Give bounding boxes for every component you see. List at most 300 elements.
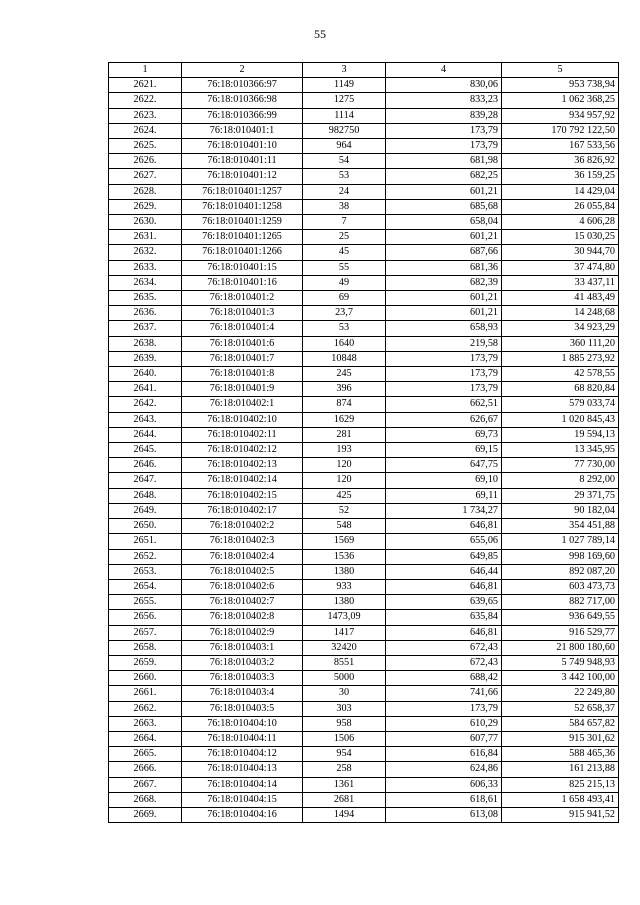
table-row: [109, 306, 619, 321]
rate-cell: 658,04: [386, 215, 502, 230]
table-row: [109, 701, 619, 716]
row-number-cell: 2654.: [109, 579, 182, 594]
table-body: [109, 78, 619, 823]
cadastral-number-cell: 76:18:010401:12: [182, 169, 303, 184]
area-cell: 10848: [303, 351, 386, 366]
area-cell: 1380: [303, 595, 386, 610]
value-cell: 90 182,04: [502, 503, 619, 518]
table-row: [109, 230, 619, 245]
value-cell: 579 033,74: [502, 397, 619, 412]
row-number-cell: 2657.: [109, 625, 182, 640]
table-row: [109, 351, 619, 366]
cadastral-number-cell: 76:18:010402:6: [182, 579, 303, 594]
table-row: [109, 108, 619, 123]
cadastral-number-cell: 76:18:010401:7: [182, 351, 303, 366]
cadastral-number-cell: 76:18:010402:4: [182, 549, 303, 564]
row-number-cell: 2650.: [109, 519, 182, 534]
rate-cell: 647,75: [386, 458, 502, 473]
table-row: [109, 488, 619, 503]
area-cell: 281: [303, 427, 386, 442]
value-cell: 34 923,29: [502, 321, 619, 336]
area-cell: 23,7: [303, 306, 386, 321]
cadastral-number-cell: 76:18:010401:9: [182, 382, 303, 397]
table-row: [109, 78, 619, 93]
value-cell: 42 578,55: [502, 367, 619, 382]
row-number-cell: 2663.: [109, 716, 182, 731]
cadastral-number-cell: 76:18:010401:2: [182, 291, 303, 306]
table-row: [109, 534, 619, 549]
value-cell: 21 800 180,60: [502, 640, 619, 655]
row-number-cell: 2625.: [109, 139, 182, 154]
value-cell: 13 345,95: [502, 443, 619, 458]
cadastral-number-cell: 76:18:010403:4: [182, 686, 303, 701]
rate-cell: 173,79: [386, 123, 502, 138]
value-cell: 892 087,20: [502, 564, 619, 579]
cadastral-number-cell: 76:18:010404:14: [182, 777, 303, 792]
cadastral-number-cell: 76:18:010402:1: [182, 397, 303, 412]
header-col-1: 1: [109, 63, 182, 78]
cadastral-number-cell: 76:18:010401:8: [182, 367, 303, 382]
table-row: [109, 427, 619, 442]
area-cell: 53: [303, 321, 386, 336]
row-number-cell: 2626.: [109, 154, 182, 169]
header-col-3: 3: [303, 63, 386, 78]
value-cell: 33 437,11: [502, 275, 619, 290]
rate-cell: 639,65: [386, 595, 502, 610]
area-cell: 24: [303, 184, 386, 199]
row-number-cell: 2664.: [109, 731, 182, 746]
value-cell: 3 442 100,00: [502, 671, 619, 686]
value-cell: 41 483,49: [502, 291, 619, 306]
row-number-cell: 2631.: [109, 230, 182, 245]
rate-cell: 69,10: [386, 473, 502, 488]
table-row: [109, 625, 619, 640]
row-number-cell: 2651.: [109, 534, 182, 549]
value-cell: 36 826,92: [502, 154, 619, 169]
rate-cell: 646,81: [386, 625, 502, 640]
cadastral-number-cell: 76:18:010366:97: [182, 78, 303, 93]
row-number-cell: 2653.: [109, 564, 182, 579]
area-cell: 193: [303, 443, 386, 458]
value-cell: 167 533,56: [502, 139, 619, 154]
row-number-cell: 2634.: [109, 275, 182, 290]
area-cell: 1473,09: [303, 610, 386, 625]
row-number-cell: 2668.: [109, 792, 182, 807]
area-cell: 245: [303, 367, 386, 382]
table-row: [109, 579, 619, 594]
table-row: [109, 716, 619, 731]
area-cell: 958: [303, 716, 386, 731]
cadastral-number-cell: 76:18:010402:17: [182, 503, 303, 518]
row-number-cell: 2628.: [109, 184, 182, 199]
cadastral-number-cell: 76:18:010402:2: [182, 519, 303, 534]
row-number-cell: 2633.: [109, 260, 182, 275]
area-cell: 1640: [303, 336, 386, 351]
table-row: [109, 382, 619, 397]
table-row: [109, 777, 619, 792]
row-number-cell: 2659.: [109, 655, 182, 670]
value-cell: 603 473,73: [502, 579, 619, 594]
value-cell: 1 885 273,92: [502, 351, 619, 366]
value-cell: 588 465,36: [502, 747, 619, 762]
area-cell: 1536: [303, 549, 386, 564]
row-number-cell: 2655.: [109, 595, 182, 610]
rate-cell: 681,98: [386, 154, 502, 169]
rate-cell: 672,43: [386, 640, 502, 655]
table-row: [109, 275, 619, 290]
cadastral-number-cell: 76:18:010402:8: [182, 610, 303, 625]
row-number-cell: 2645.: [109, 443, 182, 458]
rate-cell: 606,33: [386, 777, 502, 792]
row-number-cell: 2641.: [109, 382, 182, 397]
value-cell: 953 738,94: [502, 78, 619, 93]
row-number-cell: 2660.: [109, 671, 182, 686]
table-row: [109, 336, 619, 351]
cadastral-number-cell: 76:18:010403:3: [182, 671, 303, 686]
cadastral-number-cell: 76:18:010402:9: [182, 625, 303, 640]
cadastral-number-cell: 76:18:010402:11: [182, 427, 303, 442]
rate-cell: 655,06: [386, 534, 502, 549]
value-cell: 19 594,13: [502, 427, 619, 442]
value-cell: 1 027 789,14: [502, 534, 619, 549]
table-row: [109, 640, 619, 655]
area-cell: 5000: [303, 671, 386, 686]
cadastral-number-cell: 76:18:010404:16: [182, 807, 303, 822]
area-cell: 1361: [303, 777, 386, 792]
value-cell: 37 474,80: [502, 260, 619, 275]
row-number-cell: 2635.: [109, 291, 182, 306]
rate-cell: 173,79: [386, 701, 502, 716]
row-number-cell: 2666.: [109, 762, 182, 777]
area-cell: 52: [303, 503, 386, 518]
area-cell: 982750: [303, 123, 386, 138]
rate-cell: 681,36: [386, 260, 502, 275]
cadastral-number-cell: 76:18:010402:3: [182, 534, 303, 549]
cadastral-number-cell: 76:18:010404:13: [182, 762, 303, 777]
table-row: [109, 367, 619, 382]
rate-cell: 682,39: [386, 275, 502, 290]
value-cell: 30 944,70: [502, 245, 619, 260]
table-row: [109, 260, 619, 275]
area-cell: 1506: [303, 731, 386, 746]
rate-cell: 626,67: [386, 412, 502, 427]
area-cell: 1114: [303, 108, 386, 123]
cadastral-number-cell: 76:18:010404:11: [182, 731, 303, 746]
rate-cell: 610,29: [386, 716, 502, 731]
cadastral-number-cell: 76:18:010402:5: [182, 564, 303, 579]
table-row: [109, 686, 619, 701]
rate-cell: 219,58: [386, 336, 502, 351]
row-number-cell: 2661.: [109, 686, 182, 701]
header-col-5: 5: [502, 63, 619, 78]
row-number-cell: 2629.: [109, 199, 182, 214]
value-cell: 360 111,20: [502, 336, 619, 351]
cadastral-number-cell: 76:18:010401:1266: [182, 245, 303, 260]
table-row: [109, 610, 619, 625]
header-col-2: 2: [182, 63, 303, 78]
rate-cell: 687,66: [386, 245, 502, 260]
value-cell: 825 215,13: [502, 777, 619, 792]
value-cell: 26 055,84: [502, 199, 619, 214]
row-number-cell: 2637.: [109, 321, 182, 336]
table-row: [109, 184, 619, 199]
cadastral-number-cell: 76:18:010403:1: [182, 640, 303, 655]
area-cell: 2681: [303, 792, 386, 807]
rate-cell: 624,86: [386, 762, 502, 777]
rate-cell: 69,73: [386, 427, 502, 442]
cadastral-number-cell: 76:18:010401:1258: [182, 199, 303, 214]
value-cell: 915 301,62: [502, 731, 619, 746]
cadastral-number-cell: 76:18:010402:15: [182, 488, 303, 503]
row-number-cell: 2636.: [109, 306, 182, 321]
cadastral-number-cell: 76:18:010366:98: [182, 93, 303, 108]
cadastral-number-cell: 76:18:010402:10: [182, 412, 303, 427]
value-cell: 14 248,68: [502, 306, 619, 321]
area-cell: 954: [303, 747, 386, 762]
area-cell: 32420: [303, 640, 386, 655]
rate-cell: 635,84: [386, 610, 502, 625]
area-cell: 120: [303, 473, 386, 488]
area-cell: 8551: [303, 655, 386, 670]
table-row: [109, 443, 619, 458]
rate-cell: 662,51: [386, 397, 502, 412]
area-cell: 964: [303, 139, 386, 154]
rate-cell: 601,21: [386, 184, 502, 199]
table-row: [109, 549, 619, 564]
rate-cell: 601,21: [386, 291, 502, 306]
cadastral-number-cell: 76:18:010404:15: [182, 792, 303, 807]
rate-cell: 646,44: [386, 564, 502, 579]
row-number-cell: 2646.: [109, 458, 182, 473]
rate-cell: 741,66: [386, 686, 502, 701]
table-row: [109, 655, 619, 670]
table-row: [109, 519, 619, 534]
rate-cell: 658,93: [386, 321, 502, 336]
value-cell: 936 649,55: [502, 610, 619, 625]
row-number-cell: 2652.: [109, 549, 182, 564]
value-cell: 882 717,00: [502, 595, 619, 610]
rate-cell: 646,81: [386, 519, 502, 534]
area-cell: 425: [303, 488, 386, 503]
row-number-cell: 2665.: [109, 747, 182, 762]
rate-cell: 173,79: [386, 351, 502, 366]
rate-cell: 173,79: [386, 367, 502, 382]
area-cell: 1275: [303, 93, 386, 108]
table-row: [109, 123, 619, 138]
cadastral-number-cell: 76:18:010404:12: [182, 747, 303, 762]
rate-cell: 69,15: [386, 443, 502, 458]
rate-cell: 649,85: [386, 549, 502, 564]
value-cell: 161 213,88: [502, 762, 619, 777]
cadastral-number-cell: 76:18:010401:4: [182, 321, 303, 336]
table-row: [109, 473, 619, 488]
table-row: [109, 503, 619, 518]
rate-cell: 601,21: [386, 306, 502, 321]
area-cell: 7: [303, 215, 386, 230]
rate-cell: 613,08: [386, 807, 502, 822]
area-cell: 933: [303, 579, 386, 594]
row-number-cell: 2643.: [109, 412, 182, 427]
cadastral-number-cell: 76:18:010401:16: [182, 275, 303, 290]
rate-cell: 830,06: [386, 78, 502, 93]
table-row: [109, 792, 619, 807]
value-cell: 1 658 493,41: [502, 792, 619, 807]
table-row: [109, 397, 619, 412]
row-number-cell: 2642.: [109, 397, 182, 412]
area-cell: 258: [303, 762, 386, 777]
table-row: [109, 169, 619, 184]
value-cell: 4 606,28: [502, 215, 619, 230]
table-row: [109, 747, 619, 762]
value-cell: 68 820,84: [502, 382, 619, 397]
table-row: [109, 762, 619, 777]
table-row: [109, 807, 619, 822]
area-cell: 55: [303, 260, 386, 275]
area-cell: 1417: [303, 625, 386, 640]
value-cell: 916 529,77: [502, 625, 619, 640]
table-row: [109, 595, 619, 610]
value-cell: 29 371,75: [502, 488, 619, 503]
value-cell: 934 957,92: [502, 108, 619, 123]
table-row: [109, 321, 619, 336]
table-row: [109, 412, 619, 427]
area-cell: 1569: [303, 534, 386, 549]
area-cell: 54: [303, 154, 386, 169]
cadastral-number-cell: 76:18:010401:1257: [182, 184, 303, 199]
rate-cell: 685,68: [386, 199, 502, 214]
row-number-cell: 2662.: [109, 701, 182, 716]
row-number-cell: 2656.: [109, 610, 182, 625]
table-row: [109, 731, 619, 746]
value-cell: 584 657,82: [502, 716, 619, 731]
area-cell: 38: [303, 199, 386, 214]
header-row: [109, 63, 619, 78]
rate-cell: 1 734,27: [386, 503, 502, 518]
value-cell: 36 159,25: [502, 169, 619, 184]
header-col-4: 4: [386, 63, 502, 78]
area-cell: 49: [303, 275, 386, 290]
rate-cell: 69,11: [386, 488, 502, 503]
table-row: [109, 215, 619, 230]
row-number-cell: 2623.: [109, 108, 182, 123]
value-cell: 998 169,60: [502, 549, 619, 564]
area-cell: 53: [303, 169, 386, 184]
area-cell: 69: [303, 291, 386, 306]
cadastral-number-cell: 76:18:010403:2: [182, 655, 303, 670]
cadastral-table: [108, 62, 619, 823]
row-number-cell: 2644.: [109, 427, 182, 442]
table-row: [109, 458, 619, 473]
cadastral-number-cell: 76:18:010403:5: [182, 701, 303, 716]
row-number-cell: 2627.: [109, 169, 182, 184]
cadastral-number-cell: 76:18:010402:13: [182, 458, 303, 473]
value-cell: 77 730,00: [502, 458, 619, 473]
area-cell: 548: [303, 519, 386, 534]
rate-cell: 173,79: [386, 382, 502, 397]
rate-cell: 839,28: [386, 108, 502, 123]
area-cell: 30: [303, 686, 386, 701]
area-cell: 120: [303, 458, 386, 473]
cadastral-number-cell: 76:18:010401:1265: [182, 230, 303, 245]
cadastral-number-cell: 76:18:010401:6: [182, 336, 303, 351]
area-cell: 1380: [303, 564, 386, 579]
value-cell: 1 062 368,25: [502, 93, 619, 108]
rate-cell: 833,23: [386, 93, 502, 108]
row-number-cell: 2632.: [109, 245, 182, 260]
area-cell: 874: [303, 397, 386, 412]
rate-cell: 682,25: [386, 169, 502, 184]
row-number-cell: 2649.: [109, 503, 182, 518]
cadastral-number-cell: 76:18:010401:11: [182, 154, 303, 169]
row-number-cell: 2648.: [109, 488, 182, 503]
rate-cell: 173,79: [386, 139, 502, 154]
table-header: [109, 63, 619, 78]
table-row: [109, 245, 619, 260]
page-number: 55: [314, 27, 326, 41]
row-number-cell: 2667.: [109, 777, 182, 792]
row-number-cell: 2669.: [109, 807, 182, 822]
rate-cell: 688,42: [386, 671, 502, 686]
row-number-cell: 2658.: [109, 640, 182, 655]
value-cell: 15 030,25: [502, 230, 619, 245]
table-row: [109, 154, 619, 169]
area-cell: 303: [303, 701, 386, 716]
table-row: [109, 139, 619, 154]
row-number-cell: 2639.: [109, 351, 182, 366]
area-cell: 1149: [303, 78, 386, 93]
rate-cell: 672,43: [386, 655, 502, 670]
value-cell: 1 020 845,43: [502, 412, 619, 427]
row-number-cell: 2621.: [109, 78, 182, 93]
table-row: [109, 564, 619, 579]
table-row: [109, 291, 619, 306]
cadastral-number-cell: 76:18:010401:10: [182, 139, 303, 154]
cadastral-number-cell: 76:18:010401:3: [182, 306, 303, 321]
value-cell: 354 451,88: [502, 519, 619, 534]
rate-cell: 618,61: [386, 792, 502, 807]
cadastral-number-cell: 76:18:010402:7: [182, 595, 303, 610]
rate-cell: 601,21: [386, 230, 502, 245]
table-row: [109, 199, 619, 214]
area-cell: 45: [303, 245, 386, 260]
value-cell: 22 249,80: [502, 686, 619, 701]
row-number-cell: 2622.: [109, 93, 182, 108]
area-cell: 1629: [303, 412, 386, 427]
value-cell: 915 941,52: [502, 807, 619, 822]
rate-cell: 646,81: [386, 579, 502, 594]
value-cell: 8 292,00: [502, 473, 619, 488]
row-number-cell: 2630.: [109, 215, 182, 230]
rate-cell: 616,84: [386, 747, 502, 762]
cadastral-number-cell: 76:18:010402:14: [182, 473, 303, 488]
area-cell: 1494: [303, 807, 386, 822]
table-row: [109, 671, 619, 686]
cadastral-number-cell: 76:18:010366:99: [182, 108, 303, 123]
value-cell: 5 749 948,93: [502, 655, 619, 670]
value-cell: 170 792 122,50: [502, 123, 619, 138]
cadastral-number-cell: 76:18:010401:15: [182, 260, 303, 275]
rate-cell: 607,77: [386, 731, 502, 746]
cadastral-number-cell: 76:18:010401:1: [182, 123, 303, 138]
cadastral-number-cell: 76:18:010402:12: [182, 443, 303, 458]
row-number-cell: 2647.: [109, 473, 182, 488]
value-cell: 14 429,04: [502, 184, 619, 199]
area-cell: 396: [303, 382, 386, 397]
row-number-cell: 2638.: [109, 336, 182, 351]
table-row: [109, 93, 619, 108]
row-number-cell: 2624.: [109, 123, 182, 138]
cadastral-number-cell: 76:18:010401:1259: [182, 215, 303, 230]
